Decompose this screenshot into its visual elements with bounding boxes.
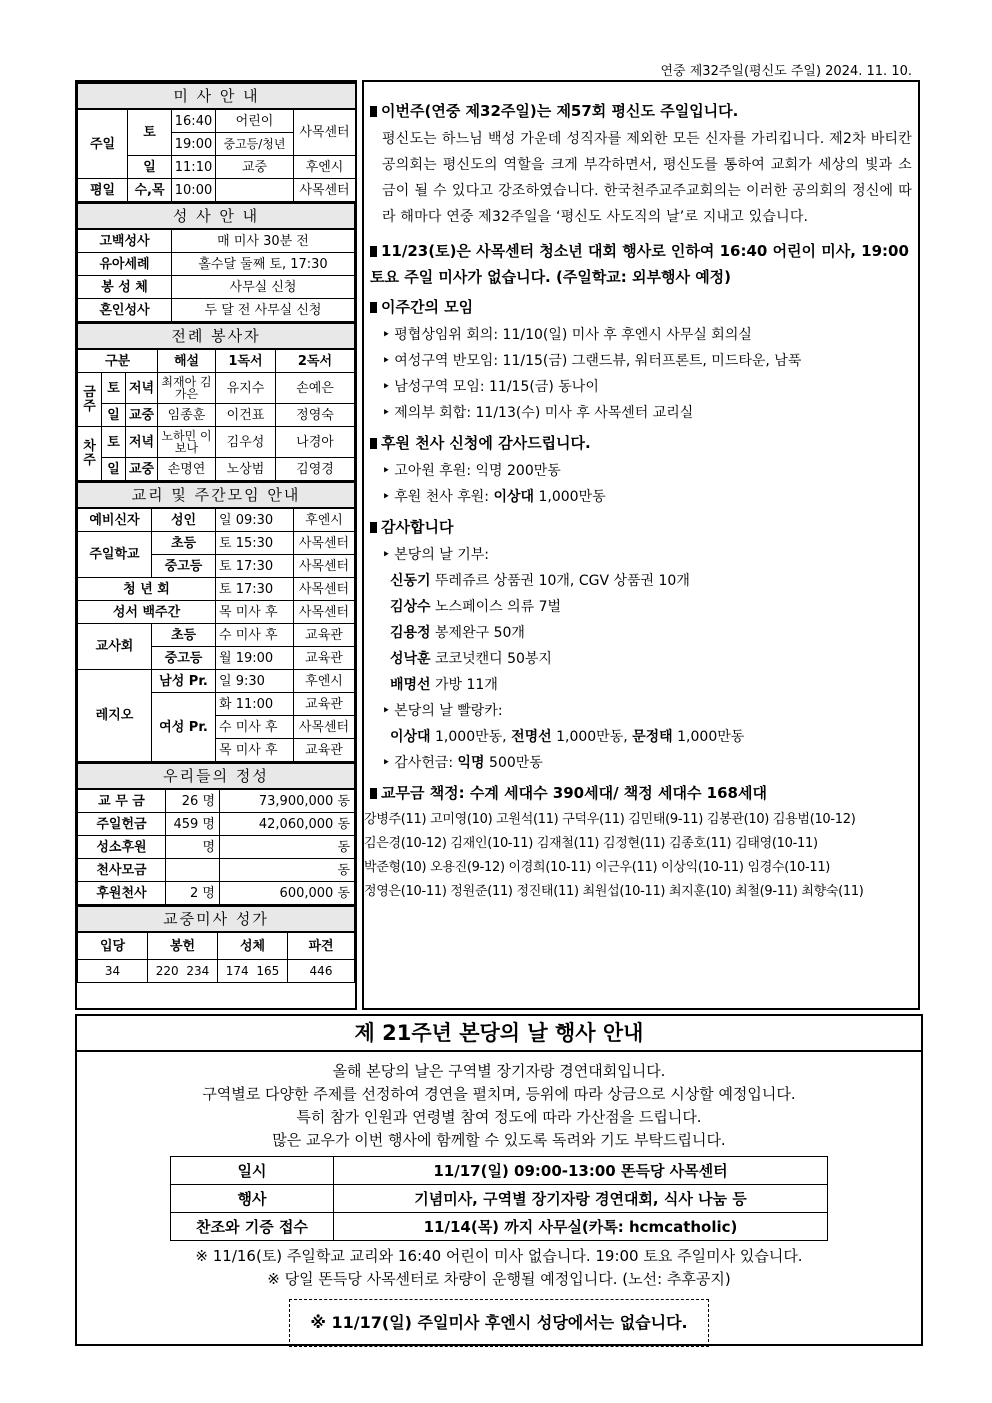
mass-time: 16:40	[172, 109, 216, 133]
section-heading: 11/23(토)은 사목센터 청소년 대회 행사로 인하여 16:40 어린이 미사, 19:00 토요 주일 미사가 없습니다. (주일학교: 외부행사 예정)	[370, 242, 909, 286]
sacrament-value: 사무실 신청	[172, 276, 355, 299]
section-heading: 이주간의 모임	[370, 296, 912, 318]
server-name: 김영경	[276, 458, 355, 481]
donor-line: 신동기 뚜레쥬르 상품권 10개, CGV 상품권 10개	[390, 573, 690, 589]
section-heading: 교무금 책정: 수계 세대수 390세대/ 책정 세대수 168세대	[370, 782, 912, 804]
meeting-place: 사목센터	[294, 601, 355, 624]
meeting-place: 사목센터	[294, 532, 355, 555]
event-value: 11/14(목) 까지 사무실(카톡: hcmcatholic)	[334, 1213, 828, 1241]
hymn-number: 165	[256, 963, 280, 978]
server-name: 유지수	[216, 373, 276, 404]
meeting-time: 수 미사 후	[216, 624, 294, 647]
meeting-place: 교육관	[294, 739, 355, 762]
mass-type: 교중	[126, 404, 158, 427]
bulletin-date: 연중 제32주일(평신도 주일) 2024. 11. 10.	[660, 64, 912, 79]
mass-name: 중고등/청년	[216, 133, 294, 156]
meeting-item: ‣ 제의부 회합: 11/13(수) 미사 후 사목센터 교리실	[370, 400, 912, 426]
meeting-time: 화 11:00	[216, 693, 294, 716]
this-week-label: 금주	[78, 373, 102, 427]
event-key: 일시	[171, 1157, 334, 1185]
meeting-place: 사목센터	[294, 578, 355, 601]
pledge-names-line: 김은경(10-12) 김재인(10-11) 김재철(11) 김정현(11) 김종호(11) 김태영(10-11)	[364, 836, 818, 851]
meeting-time: 일 9:30	[216, 670, 294, 693]
mass-location: 사목센터	[294, 109, 356, 156]
offering-type: 주일헌금	[78, 813, 166, 836]
offering-count: 26 명	[166, 789, 220, 813]
next-week-label: 차주	[78, 427, 102, 481]
mass-name: 교중	[216, 156, 294, 179]
event-line: 많은 교우가 이번 행사에 함께할 수 있도록 독려와 기도 부탁드립니다.	[272, 1131, 726, 1149]
group-label: 주일학교	[78, 532, 152, 578]
donor-line: 성낙훈 코코넛캔디 50봉지	[390, 651, 552, 667]
offering-count: 459 명	[166, 813, 220, 836]
subgroup-label: 중고등	[152, 555, 216, 578]
sponsor-item: ‣ 후원 천사 후원: 이상대 1,000만동	[370, 484, 912, 510]
important-notice-box: ※ 11/17(일) 주일미사 후엔시 성당에서는 없습니다.	[289, 1299, 709, 1347]
pledge-names-line: 강병주(11) 고미영(10) 고원석(11) 구덕우(11) 김민태(9-11) 김봉관(10) 김용범(10-12)	[364, 812, 856, 827]
server-name: 임종훈	[158, 404, 216, 427]
offering-amount: 42,060,000 동	[220, 813, 355, 836]
sacrament-title: 성 사 안 내	[78, 203, 355, 229]
day-label: 토	[102, 427, 126, 458]
thanks-item: ‣ 본당의 날 빨랑카:	[370, 698, 912, 724]
sun-label: 일	[128, 156, 172, 179]
sacrament-value: 홀수달 둘째 토, 17:30	[172, 253, 355, 276]
event-note: ※ 11/16(토) 주일학교 교리와 16:40 어린이 미사 없습니다. 19:00 토요 주일미사 있습니다.	[195, 1247, 803, 1265]
event-key: 찬조와 기증 접수	[171, 1213, 334, 1241]
thanks-item: ‣ 본당의 날 기부:	[370, 542, 912, 568]
server-name: 손명연	[158, 458, 216, 481]
offering-amount: 동	[220, 836, 355, 859]
catechism-table	[77, 481, 355, 762]
meeting-time: 목 미사 후	[216, 739, 294, 762]
server-name: 최재아 김가은	[158, 373, 216, 404]
event-value: 11/17(일) 09:00-13:00 똔득당 사목센터	[334, 1157, 828, 1185]
col-header: 해설	[158, 349, 216, 373]
mass-name: 어린이	[216, 109, 294, 133]
col-header: 구분	[78, 349, 158, 373]
meeting-time: 수 미사 후	[216, 716, 294, 739]
offering-amount: 600,000 동	[220, 882, 355, 905]
meeting-place: 교육관	[294, 693, 355, 716]
mass-location: 사목센터	[294, 179, 356, 202]
meeting-item: ‣ 남성구역 모임: 11/15(금) 동나이	[370, 374, 912, 400]
mass-type: 저녁	[126, 427, 158, 458]
meeting-place: 후엔시	[294, 508, 355, 532]
offering-count: 2 명	[166, 882, 220, 905]
offering-type: 후원천사	[78, 882, 166, 905]
liturgy-servers-table	[77, 322, 355, 481]
mass-time: 10:00	[172, 179, 216, 202]
hymn-number: 234	[186, 963, 210, 978]
subgroup-label: 중고등	[152, 647, 216, 670]
offering-type: 천사모금	[78, 859, 166, 882]
event-description	[77, 1060, 921, 1152]
mass-schedule-table	[77, 82, 356, 202]
donor-line: 이상대 1,000만동, 전명선 1,000만동, 문정태 1,000만동	[390, 729, 745, 745]
catechism-title: 교리 및 주간모임 안내	[78, 482, 355, 508]
sat-label: 토	[128, 109, 172, 156]
liturgy-title: 전례 봉사자	[78, 323, 355, 349]
announcements-panel	[362, 80, 920, 1010]
sacrament-name: 유아세례	[78, 253, 172, 276]
left-info-panel	[75, 80, 357, 1010]
event-notice	[75, 1014, 923, 1346]
day-label: 일	[102, 404, 126, 427]
col-header: 성체	[218, 932, 288, 960]
server-name: 노하민 이보나	[158, 427, 216, 458]
event-line: 구역별로 다양한 주제를 선정하여 경연을 펼치며, 등위에 따라 상금으로 시상할 예정입니다.	[202, 1085, 796, 1103]
weekdays-label: 수,목	[128, 179, 172, 202]
server-name: 손예은	[276, 373, 355, 404]
offerings-title: 우리들의 정성	[78, 763, 355, 789]
server-name: 노상범	[216, 458, 276, 481]
meeting-time: 일 09:30	[216, 508, 294, 532]
offering-amount: 동	[220, 859, 355, 882]
subgroup-label: 남성 Pr.	[152, 670, 216, 693]
pledge-names-line: 박준형(10) 오용진(9-12) 이경희(10-11) 이근우(11) 이상익(10-11) 임경수(10-11)	[364, 860, 831, 875]
event-notes	[77, 1245, 921, 1291]
sacrament-value: 매 미사 30분 전	[172, 229, 355, 253]
subgroup-label: 여성 Pr.	[152, 693, 216, 762]
event-key: 행사	[171, 1185, 334, 1213]
donor-line: 김용정 봉제완구 50개	[390, 625, 525, 641]
meeting-place: 교육관	[294, 647, 355, 670]
offerings-table	[77, 762, 355, 905]
mass-time: 19:00	[172, 133, 216, 156]
meeting-time: 토 15:30	[216, 532, 294, 555]
mass-type: 저녁	[126, 373, 158, 404]
day-label: 토	[102, 373, 126, 404]
col-header: 1독서	[216, 349, 276, 373]
meeting-time: 월 19:00	[216, 647, 294, 670]
col-header: 봉헌	[148, 932, 218, 960]
mass-type: 교중	[126, 458, 158, 481]
meeting-place: 사목센터	[294, 555, 355, 578]
group-label: 교사회	[78, 624, 152, 670]
meeting-place: 사목센터	[294, 716, 355, 739]
hymns-title: 교중미사 성가	[78, 906, 355, 932]
pledge-names-line: 정영은(10-11) 정원준(11) 정진태(11) 최원섭(10-11) 최지훈(10) 최철(9-11) 최향숙(11)	[364, 884, 864, 899]
meeting-time: 목 미사 후	[216, 601, 294, 624]
mass-time: 11:10	[172, 156, 216, 179]
sponsor-item: ‣ 고아원 후원: 익명 200만동	[370, 458, 912, 484]
server-name: 이건표	[216, 404, 276, 427]
donor-line: 배명선 가방 11개	[390, 677, 498, 693]
server-name: 정영숙	[276, 404, 355, 427]
hymn-number: 446	[288, 960, 355, 983]
sacrament-name: 혼인성사	[78, 299, 172, 322]
section-heading: 이번주(연중 제32주일)는 제57회 평신도 주일입니다.	[370, 100, 912, 122]
sacrament-table	[77, 202, 355, 322]
event-details-table	[170, 1156, 828, 1241]
hymn-number: 34	[78, 960, 148, 983]
group-label: 성서 백주간	[78, 601, 216, 624]
offering-amount: 73,900,000 동	[220, 789, 355, 813]
event-title: 제 21주년 본당의 날 행사 안내	[77, 1016, 921, 1052]
hymns-table	[77, 905, 355, 983]
sacrament-name: 고백성사	[78, 229, 172, 253]
col-header: 파견	[288, 932, 355, 960]
mass-title: 미 사 안 내	[78, 83, 356, 109]
section-heading: 감사합니다	[370, 516, 912, 538]
sacrament-value: 두 달 전 사무실 신청	[172, 299, 355, 322]
donor-line: 김상수 노스페이스 의류 7벌	[390, 599, 562, 615]
meeting-item: ‣ 평협상임위 회의: 11/10(일) 미사 후 후엔시 사무실 회의실	[370, 322, 912, 348]
meeting-item: ‣ 여성구역 반모임: 11/15(금) 그랜드뷰, 워터프론트, 미드타운, 남푹	[370, 348, 912, 374]
event-value: 기념미사, 구역별 장기자랑 경연대회, 식사 나눔 등	[334, 1185, 828, 1213]
thanks-item: ‣ 감사헌금: 익명 500만동	[370, 750, 912, 776]
subgroup-label: 초등	[152, 624, 216, 647]
event-line: 특히 참가 인원과 연령별 참여 정도에 따라 가산점을 드립니다.	[296, 1108, 702, 1126]
group-label: 레지오	[78, 670, 152, 762]
meeting-time: 토 17:30	[216, 555, 294, 578]
server-name: 김우성	[216, 427, 276, 458]
hymn-number: 174	[225, 963, 249, 978]
event-line: 올해 본당의 날은 구역별 장기자랑 경연대회입니다.	[332, 1062, 666, 1080]
weekday-label: 평일	[78, 179, 128, 202]
meeting-time: 토 17:30	[216, 578, 294, 601]
group-label: 예비신자	[78, 508, 152, 532]
offering-type: 교 무 금	[78, 789, 166, 813]
offering-count	[166, 859, 220, 882]
meeting-place: 후엔시	[294, 670, 355, 693]
sacrament-name: 봉 성 체	[78, 276, 172, 299]
col-header: 2독서	[276, 349, 355, 373]
col-header: 입당	[78, 932, 148, 960]
event-note: ※ 당일 똔득당 사목센터로 차량이 운행될 예정입니다. (노선: 추후공지)	[267, 1270, 731, 1288]
meeting-place: 교육관	[294, 624, 355, 647]
section-heading: 후원 천사 신청에 감사드립니다.	[370, 432, 912, 454]
sunday-label: 주일	[78, 109, 128, 179]
hymn-number: 220	[155, 963, 179, 978]
offering-type: 성소후원	[78, 836, 166, 859]
server-name: 나경아	[276, 427, 355, 458]
mass-location: 후엔시	[294, 156, 356, 179]
laity-sunday-paragraph: 평신도는 하느님 백성 가운데 성직자를 제외한 모든 신자를 가리킵니다. 제2차 바티칸 공의회는 평신도의 역할을 크게 부각하면서, 평신도를 통하여 교회가 세상의 빛과 소금이 될 수 있다고 강조하였습니다. 한국천주교주교회의는 이러한 공의회의 정신에 따라 해마다 연중 제32주일을 ‘평신도 사도직의 날’로 지내고 있습니다.	[382, 131, 912, 225]
subgroup-label: 초등	[152, 532, 216, 555]
offering-count: 명	[166, 836, 220, 859]
day-label: 일	[102, 458, 126, 481]
group-label: 청 년 회	[78, 578, 216, 601]
subgroup-label: 성인	[152, 508, 216, 532]
